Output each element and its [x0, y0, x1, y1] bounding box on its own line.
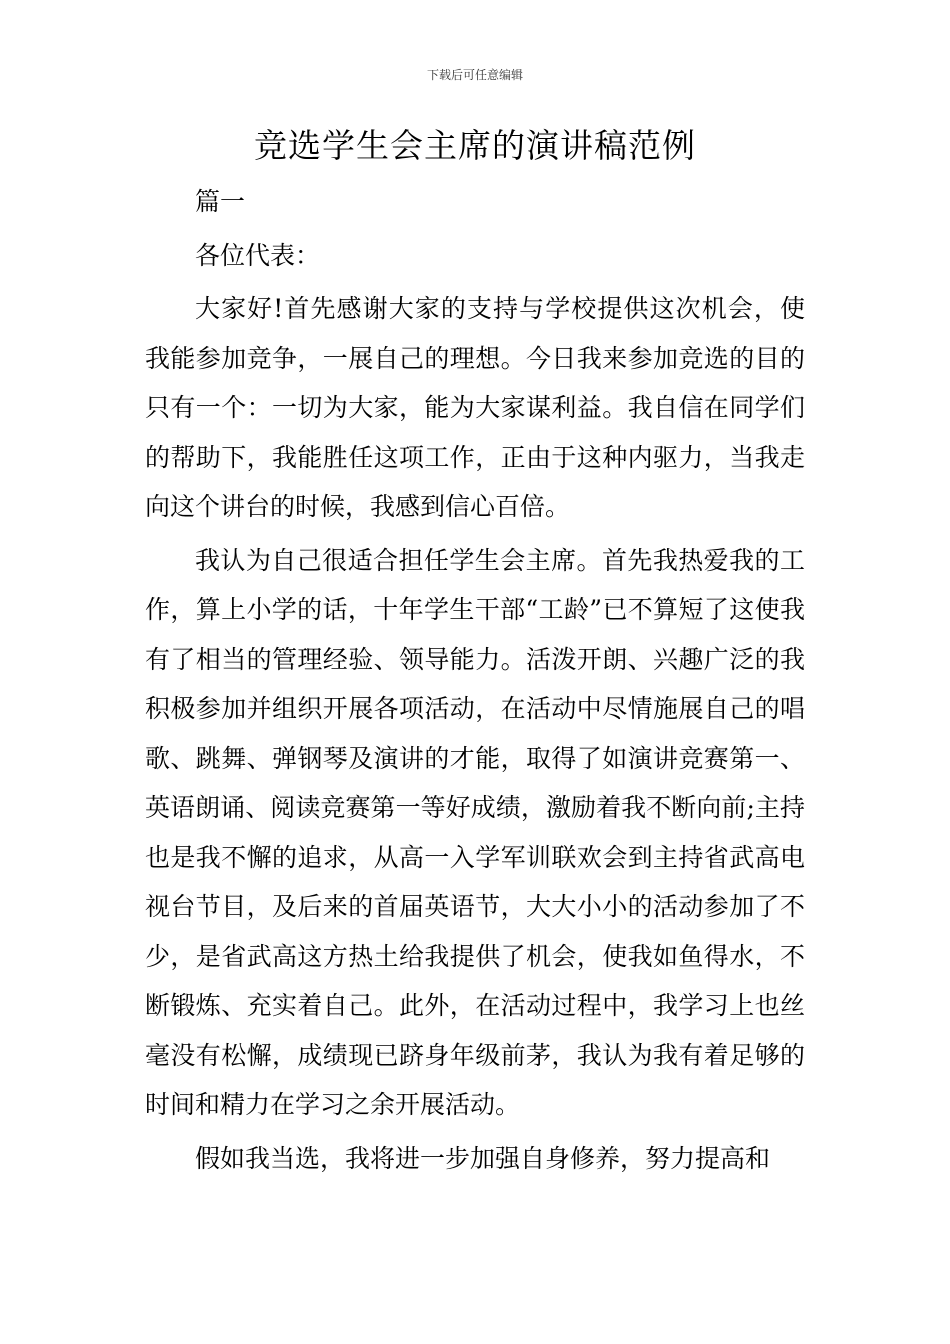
salutation: 各位代表： — [195, 240, 321, 270]
document-body — [145, 177, 805, 1183]
header-note: 下载后可任意编辑 — [426, 68, 523, 82]
document-title: 竞选学生会主席的演讲稿范例 — [254, 126, 696, 165]
paragraph-1: 大家好!首先感谢大家的支持与学校提供这次机会，使我能参加竞争，一展自己的理想。今日我来参加竞选的目的只有一个：一切为大家，能为大家谋利益。我自信在同学们的帮助下，我能胜任这项工作，正由于这种内驱力，当我走向这个讲台的时候，我感到信心百倍。 — [145, 294, 805, 521]
section-label: 篇一 — [195, 187, 246, 216]
paragraph-3: 假如我当选，我将进一步加强自身修养，努力提高和 — [195, 1143, 771, 1173]
paragraph-2: 我认为自己很适合担任学生会主席。首先我热爱我的工作，算上小学的话，十年学生干部“工龄”已不算短了这使我有了相当的管理经验、领导能力。活泼开朗、兴趣广泛的我积极参加并组织开展各项活动，在活动中尽情施展自己的唱歌、跳舞、弹钢琴及演讲的才能，取得了如演讲竞赛第一、英语朗诵、阅读竞赛第一等好成绩，激励着我不断向前;主持也是我不懈的追求，从高一入学军训联欢会到主持省武高电视台节目，及后来的首届英语节，大大小小的活动参加了不少，是省武高这方热土给我提供了机会，使我如鱼得水，不断锻炼、充实着自己。此外，在活动过程中，我学习上也丝毫没有松懈，成绩现已跻身年级前茅，我认为我有着足够的时间和精力在学习之余开展活动。 — [145, 545, 805, 1119]
